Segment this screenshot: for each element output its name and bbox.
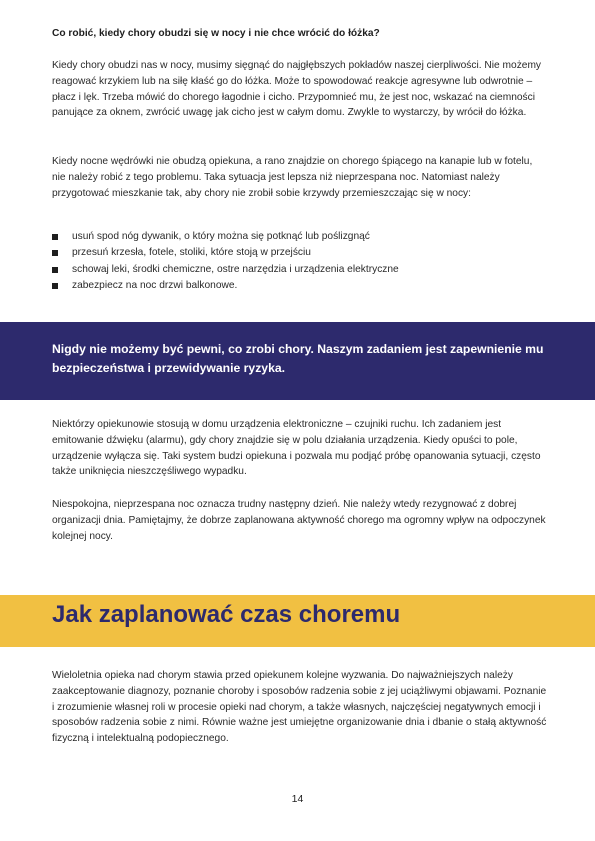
question-heading: Co robić, kiedy chory obudzi się w nocy i nie chce wrócić do łóżka? xyxy=(52,28,380,39)
square-bullet-icon xyxy=(52,267,58,273)
safety-bullet-list xyxy=(52,229,547,295)
bullet-item: schowaj leki, środki chemiczne, ostre narzędzia i urządzenia elektryczne xyxy=(52,262,547,278)
paragraph-motion-sensors: Niektórzy opiekunowie stosują w domu urządzenia elektroniczne – czujniki ruchu. Ich zadaniem jest emitowanie dźwięku (alarmu), gdy chory znajdzie się w polu działania urządzenia. Kiedy opuści to pole, urządzenie wyłącza się. Taki system budzi opiekuna i pozwala mu podjąć próbę opanowania sytuacji, często także uniknięcia nieszczęśliwego wypadku. xyxy=(52,419,541,478)
page-number: 14 xyxy=(291,793,304,805)
square-bullet-icon xyxy=(52,283,58,289)
bullet-item: przesuń krzesła, fotele, stoliki, które stoją w przejściu xyxy=(52,245,547,261)
square-bullet-icon xyxy=(52,234,58,240)
section-title: Jak zaplanować czas choremu xyxy=(52,601,401,628)
bullet-item: zabezpiecz na noc drzwi balkonowe. xyxy=(52,278,547,294)
square-bullet-icon xyxy=(52,250,58,256)
paragraph-night-wandering: Kiedy nocne wędrówki nie obudzą opiekuna, a rano znajdzie on chorego śpiącego na kanapie lub w fotelu, nie należy robić z tego problemu. Taka sytuacja jest lepsza niż nieprzespana noc. Natomiast należy przygotować mieszkanie tak, aby chory nie zrobił sobie krzywdy przemieszczając się w nocy: xyxy=(52,156,533,199)
section-header-band xyxy=(0,595,595,647)
callout-band xyxy=(0,322,595,400)
paragraph-next-day: Niespokojna, nieprzespana noc oznacza trudny następny dzień. Nie należy wtedy rezygnować z dobrej organizacji dnia. Pamiętajmy, że dobrze zaplanowana aktywność chorego ma ogromny wpływ na odpoczynek kolejnej nocy. xyxy=(52,499,546,542)
paragraph-night-waking: Kiedy chory obudzi nas w nocy, musimy sięgnąć do najgłębszych pokładów naszej cierpliwości. Nie możemy reagować krzykiem lub na siłę kłaść go do łóżka. Może to spowodować reakcje agresywne lub odwrotnie – płacz i lęk. Trzeba mówić do chorego łagodnie i cicho. Przypomnieć mu, że jest noc, wskazać na ciemności panujące za oknem, zwrócić uwagę jak cicho jest w całym domu. Zwykle to wystarczy, by wrócił do łóżka. xyxy=(52,60,542,119)
callout-text: Nigdy nie możemy być pewni, co zrobi chory. Naszym zadaniem jest zapewnienie mu bezpieczeństwa i przewidywanie ryzyka. xyxy=(52,342,544,375)
bullet-item: usuń spod nóg dywanik, o który można się potknąć lub poślizgnąć xyxy=(52,229,547,245)
paragraph-planning: Wieloletnia opieka nad chorym stawia przed opiekunem kolejne wyzwania. Do najważniejszych należy zaakceptowanie diagnozy, poznanie choroby i sposobów radzenia sobie z jej uciążliwymi objawami. Poznanie i zrozumienie własnej roli w procesie opieki nad chorym, a także własnych, najczęściej negatywnych emocji i sposobów radzenia sobie z nimi. Równie ważne jest umiejętne organizowanie dnia i dbanie o stałą aktywność fizyczną i intelektualną podopiecznego. xyxy=(52,670,547,745)
